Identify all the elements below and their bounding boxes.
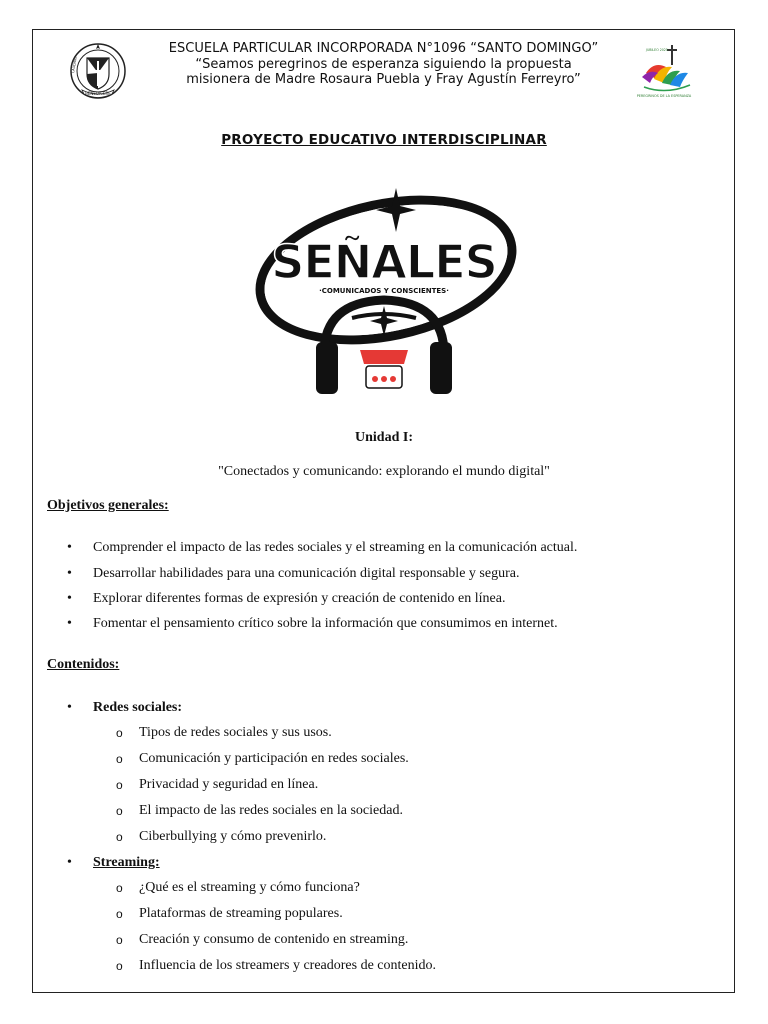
svg-text:JUBILEO 2025: JUBILEO 2025: [646, 48, 668, 52]
svg-text:BENEDICERE: BENEDICERE: [85, 91, 111, 96]
unit-subtitle: "Conectados y comunicando: explorando el mundo digital": [218, 464, 550, 479]
svg-text:LAUDARE: LAUDARE: [71, 56, 78, 74]
unit-title: Unidad I:: [355, 430, 413, 445]
svg-text:SEÑALES: SEÑALES: [271, 235, 497, 289]
svg-text:PEREGRINOS DE LA ESPERANZA: PEREGRINOS DE LA ESPERANZA: [636, 94, 692, 98]
svg-text:·COMUNICADOS Y CONSCIENTES·: ·COMUNICADOS Y CONSCIENTES·: [319, 287, 449, 295]
objectives-heading: Objetivos generales:: [47, 498, 169, 513]
school-motto-line2: misionera de Madre Rosaura Puebla y Fray Agustín Ferreyro”: [186, 72, 581, 87]
school-motto-line1: “Seamos peregrinos de esperanza siguiendo la propuesta: [195, 56, 572, 72]
school-header-text: [32, 41, 735, 88]
jubilee-logo: [636, 41, 698, 99]
school-header: [32, 41, 735, 101]
contents-heading: Contenidos:: [47, 657, 120, 672]
senales-logo: [248, 182, 520, 400]
school-name: ESCUELA PARTICULAR INCORPORADA N°1096 “SANTO DOMINGO”: [168, 41, 599, 56]
project-title: PROYECTO EDUCATIVO INTERDISCIPLINAR: [221, 132, 547, 148]
